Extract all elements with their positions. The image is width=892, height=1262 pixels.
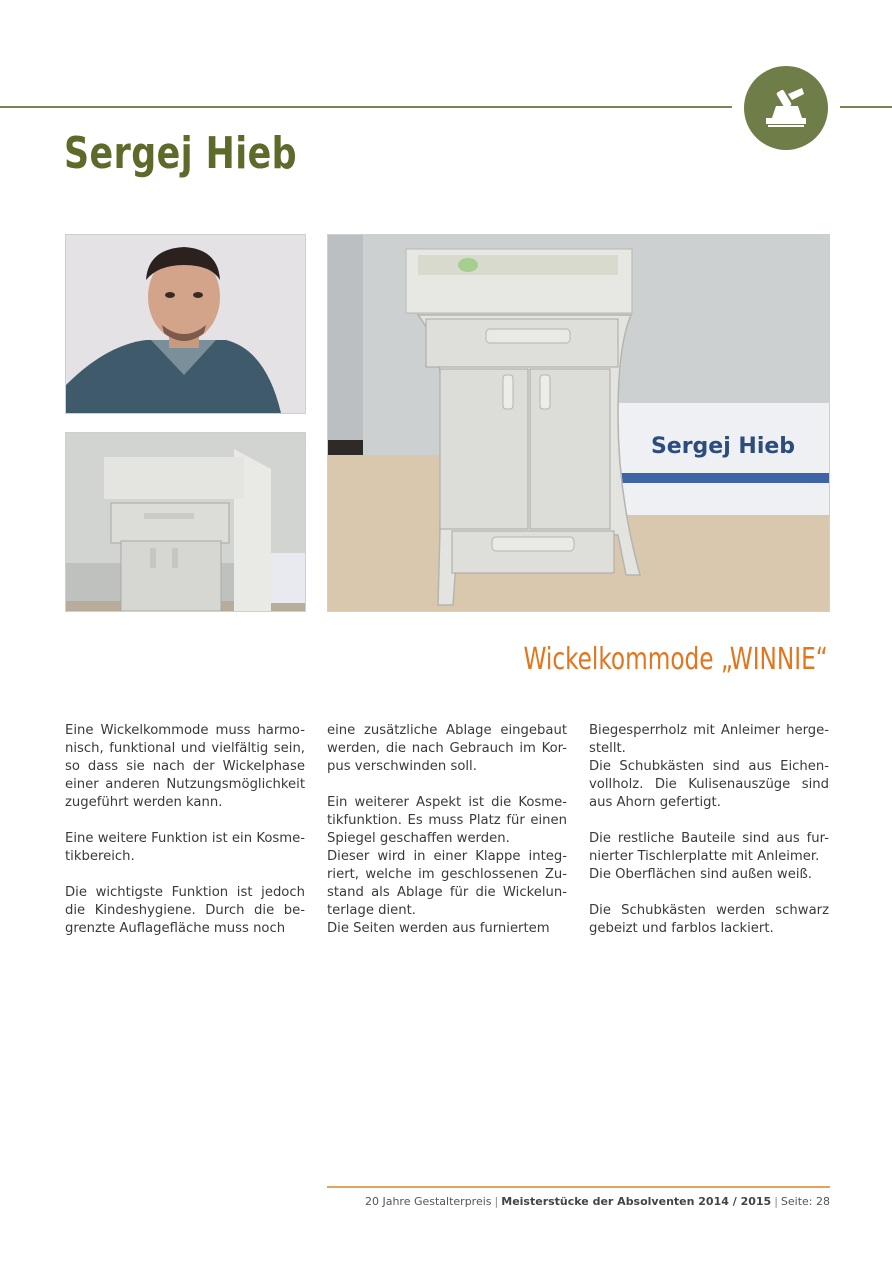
footer-separator: |: [494, 1195, 499, 1208]
paragraph: Eine weitere Funktion ist ein Kosme-tikbereich.: [65, 831, 305, 864]
page-number: Seite: 28: [780, 1195, 830, 1208]
paragraph: Eine Wickelkommode muss harmo-nisch, funktional und vielfältig sein, so dass sie nach der Wickelphase einer anderen Nutzungsmöglichkeit zugeführt werden kann.: [65, 723, 305, 810]
paragraph: Die wichtigste Funktion ist jedoch die Kindeshygiene. Durch die be-grenzte Auflagefläche muss noch: [65, 885, 305, 936]
category-badge: [744, 66, 828, 150]
text-column-1: [65, 722, 305, 938]
text-column-3: [589, 722, 829, 938]
paragraph: Ein weiterer Aspekt ist die Kosme-tikfunktion. Es muss Platz für einen Spiegel geschaffen werden.: [327, 795, 567, 846]
author-name: Sergej Hieb: [64, 128, 298, 179]
paragraph: Die Seiten werden aus furniertem: [327, 921, 550, 936]
page-footer: [365, 1195, 830, 1208]
paragraph: Biegesperrholz mit Anleimer herge-stellt.: [589, 723, 829, 756]
paragraph: Die Schubkästen werden schwarz gebeizt und farblos lackiert.: [589, 903, 829, 936]
top-divider-right: [840, 106, 892, 108]
paragraph: Die Schubkästen sind aus Eichen-vollholz. Die Kulisenauszüge sind aus Ahorn gefertigt.: [589, 759, 829, 810]
name-sign-text: Sergej Hieb: [650, 434, 796, 459]
changing-table-side-photo: [65, 432, 306, 612]
footer-divider: [327, 1186, 830, 1188]
portrait-photo: [65, 234, 306, 414]
top-divider-left: [0, 106, 732, 108]
footer-separator: |: [774, 1195, 778, 1208]
product-title: Wickelkommode „WINNIE“: [523, 642, 828, 677]
changing-table-front-photo: [327, 234, 830, 612]
footer-section: Meisterstücke der Absolventen 2014 / 2015: [501, 1195, 772, 1208]
paragraph: Die Oberflächen sind außen weiß.: [589, 867, 812, 882]
text-column-2: [327, 722, 567, 938]
carpenter-plane-icon: [744, 66, 828, 150]
paragraph: Dieser wird in einer Klappe integ-riert, welche im geschlossenen Zu-stand als Ablage für die Wickelun-terlage dient.: [327, 849, 567, 918]
footer-publication: 20 Jahre Gestalterpreis: [364, 1195, 492, 1208]
paragraph: eine zusätzliche Ablage eingebaut werden, die nach Gebrauch im Kor-pus verschwinden soll.: [327, 723, 567, 774]
paragraph: Die restliche Bauteile sind aus fur-nierter Tischlerplatte mit Anleimer.: [589, 831, 829, 864]
